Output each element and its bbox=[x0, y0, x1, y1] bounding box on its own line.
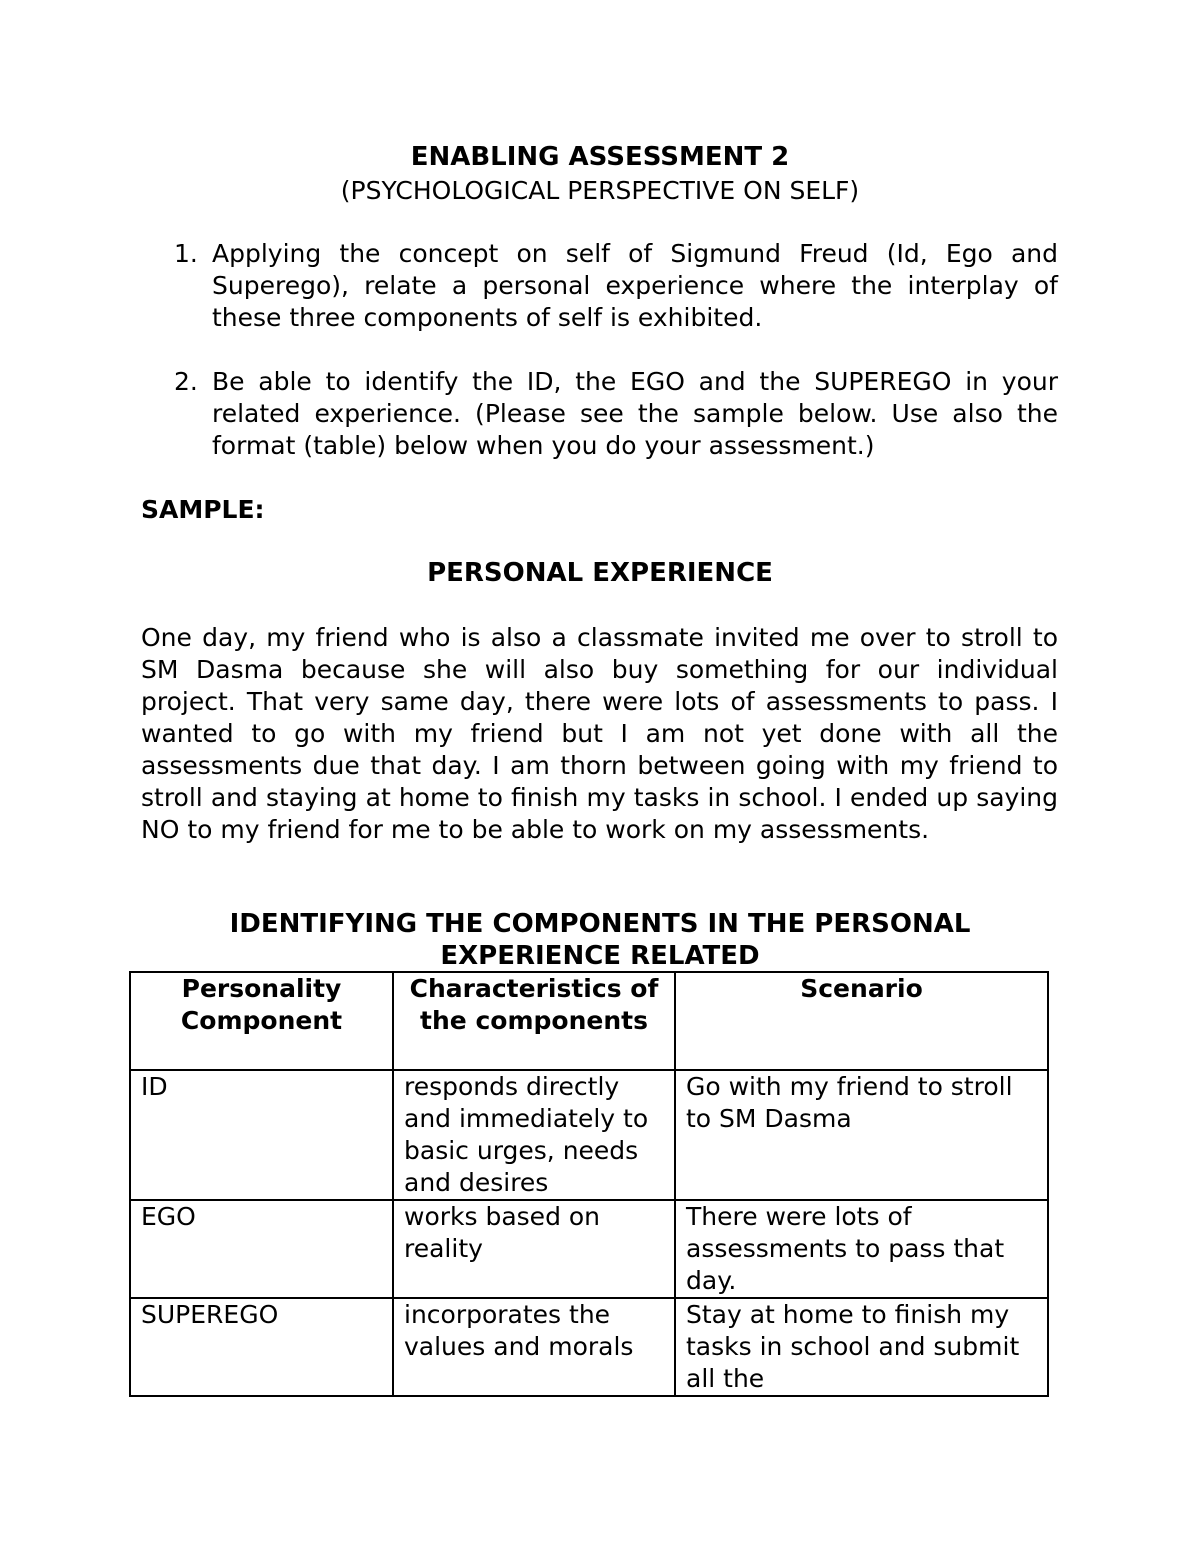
characteristics-cell: works based on reality bbox=[393, 1200, 675, 1298]
instruction-number: 2. bbox=[174, 367, 198, 396]
table-heading: IDENTIFYING THE COMPONENTS IN THE PERSONAL EXPERIENCE RELATED bbox=[229, 909, 971, 971]
component-cell: EGO bbox=[130, 1200, 393, 1298]
header-scenario: Scenario bbox=[675, 972, 1048, 1070]
document-title: ENABLING ASSESSMENT 2 bbox=[410, 142, 790, 172]
instruction-text: Be able to identify the ID, the EGO and the SUPEREGO in your related experience. (Please see the sample below. Use also the format (table) below when you do your assessment.) bbox=[212, 367, 1058, 460]
instruction-number: 1. bbox=[174, 239, 198, 268]
personal-experience-heading: PERSONAL EXPERIENCE bbox=[427, 558, 773, 588]
component-cell: ID bbox=[130, 1070, 393, 1200]
component-cell: SUPEREGO bbox=[130, 1298, 393, 1396]
header-characteristics: Characteristics of the components bbox=[393, 972, 675, 1070]
table-row bbox=[130, 1298, 1048, 1396]
document-subtitle: (PSYCHOLOGICAL PERSPECTIVE ON SELF) bbox=[340, 176, 860, 205]
components-table bbox=[129, 971, 1049, 1397]
table-header-row bbox=[130, 972, 1048, 1070]
characteristics-cell: incorporates the values and morals bbox=[393, 1298, 675, 1396]
table-row bbox=[130, 1070, 1048, 1200]
scenario-cell: Go with my friend to stroll to SM Dasma bbox=[675, 1070, 1048, 1200]
scenario-cell: Stay at home to finish my tasks in school and submit all the bbox=[675, 1298, 1048, 1396]
scenario-cell: There were lots of assessments to pass that day. bbox=[675, 1200, 1048, 1298]
characteristics-cell: responds directly and immediately to basic urges, needs and desires bbox=[393, 1070, 675, 1200]
personal-experience-paragraph: One day, my friend who is also a classmate invited me over to stroll to SM Dasma because she will also buy something for our individual project. That very same day, there were lots of assessments to pass. I wanted to go with my friend but I am not yet done with all the assessments due that day. I am thorn between going with my friend to stroll and staying at home to finish my tasks in school. I ended up saying NO to my friend for me to be able to work on my assessments. bbox=[141, 623, 1058, 844]
sample-label: SAMPLE: bbox=[141, 495, 265, 524]
header-personality-component: Personality Component bbox=[130, 972, 393, 1070]
instruction-item bbox=[174, 238, 1058, 334]
instruction-item bbox=[174, 366, 1058, 462]
table-row bbox=[130, 1200, 1048, 1298]
instruction-text: Applying the concept on self of Sigmund Freud (Id, Ego and Superego), relate a personal experience where the interplay of these three components of self is exhibited. bbox=[212, 239, 1058, 332]
